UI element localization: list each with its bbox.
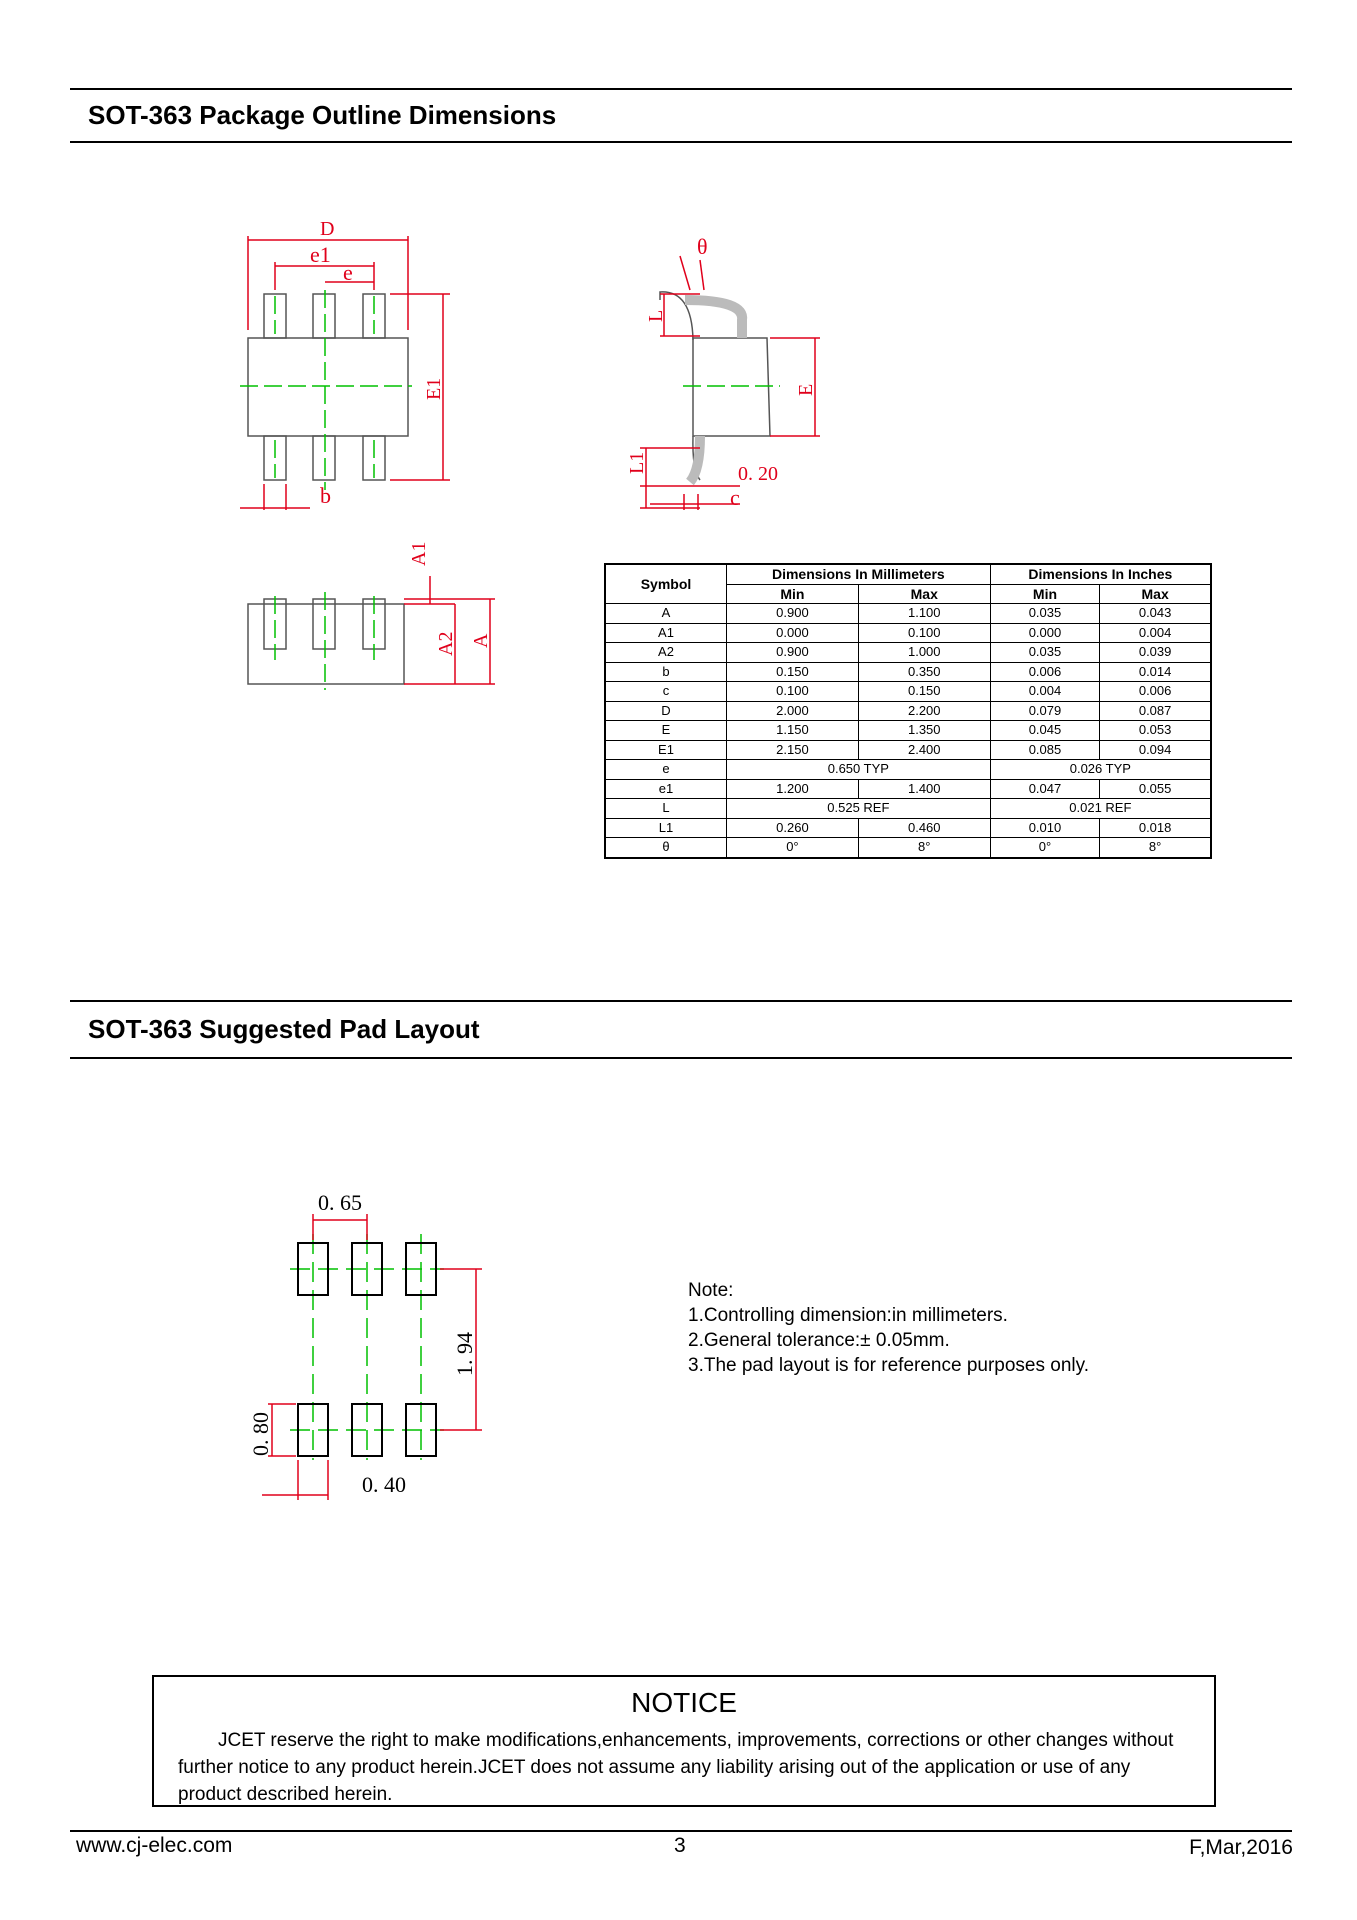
notice-body: JCET reserve the right to make modifications,enhancements, improvements, corrections or other changes without further notice to any product herein.JCET does not assume any liability arising out of the application or use of any product described herein.	[178, 1730, 1174, 1805]
note-item: 2.General tolerance:± 0.05mm.	[688, 1330, 950, 1351]
table-subheader-in-max: Max	[1100, 584, 1211, 604]
dimensions-table	[604, 563, 1212, 859]
section-title-outline: SOT-363 Package Outline Dimensions	[88, 100, 557, 130]
table-row: A1 0.000 0.100 0.000 0.004	[605, 623, 1211, 643]
notes-block	[688, 1278, 1089, 1378]
pad-label-length: 0. 80	[248, 1412, 273, 1456]
dim-label-D: D	[320, 218, 335, 240]
table-subheader-in-min: Min	[990, 584, 1100, 604]
pad-layout-drawing	[0, 1180, 1357, 1580]
table-row: E 1.150 1.350 0.045 0.053	[605, 721, 1211, 741]
dim-label-A1: A1	[408, 541, 430, 566]
pad-label-width: 0. 40	[362, 1472, 406, 1497]
section2-rule	[70, 1057, 1292, 1059]
dim-label-A2: A2	[435, 631, 457, 656]
table-header-in: Dimensions In Inches	[990, 564, 1211, 584]
notice-box	[152, 1675, 1216, 1807]
dim-label-e: e	[343, 260, 353, 285]
footer-rule	[70, 1830, 1292, 1832]
footer-revision: F,Mar,2016	[1189, 1836, 1293, 1859]
table-header-mm: Dimensions In Millimeters	[727, 564, 991, 584]
table-row: D 2.000 2.200 0.079 0.087	[605, 701, 1211, 721]
table-row: b 0.150 0.350 0.006 0.014	[605, 662, 1211, 682]
table-subheader-mm-max: Max	[858, 584, 990, 604]
dim-label-L: L	[645, 309, 667, 322]
table-row: c 0.100 0.150 0.004 0.006	[605, 682, 1211, 702]
pad-label-pitch: 0. 65	[318, 1190, 362, 1215]
table-row: e1 1.200 1.400 0.047 0.055	[605, 779, 1211, 799]
pad-label-span: 1. 94	[452, 1332, 477, 1376]
dim-label-theta: θ	[697, 234, 708, 259]
table-row: L1 0.260 0.460 0.010 0.018	[605, 818, 1211, 838]
section-title-pad-layout: SOT-363 Suggested Pad Layout	[88, 1014, 480, 1044]
dim-label-A: A	[470, 633, 492, 648]
table-row: θ 0° 8° 0° 8°	[605, 838, 1211, 858]
table-header-symbol: Symbol	[605, 564, 727, 604]
section2-top-rule	[70, 1000, 1292, 1002]
dim-label-c: c	[730, 485, 740, 510]
notes-title: Note:	[688, 1280, 734, 1301]
dim-label-E1: E1	[423, 377, 445, 400]
footer-website: www.cj-elec.com	[76, 1834, 233, 1857]
note-item: 3.The pad layout is for reference purposes only.	[688, 1355, 1089, 1376]
dim-label-e1: e1	[310, 242, 331, 267]
dim-label-L1: L1	[626, 451, 648, 474]
note-item: 1.Controlling dimension:in millimeters.	[688, 1305, 1008, 1326]
table-row: L 0.525 REF 0.021 REF	[605, 799, 1211, 819]
dim-label-gauge: 0. 20	[738, 463, 778, 485]
table-row: A 0.900 1.100 0.035 0.043	[605, 604, 1211, 624]
table-subheader-mm-min: Min	[727, 584, 859, 604]
dim-label-E: E	[795, 383, 817, 396]
dim-label-b: b	[320, 483, 331, 508]
footer-page-number: 3	[674, 1834, 686, 1857]
table-row: e 0.650 TYP 0.026 TYP	[605, 760, 1211, 780]
table-row: E1 2.150 2.400 0.085 0.094	[605, 740, 1211, 760]
notice-title: NOTICE	[631, 1687, 737, 1718]
table-row: A2 0.900 1.000 0.035 0.039	[605, 643, 1211, 663]
